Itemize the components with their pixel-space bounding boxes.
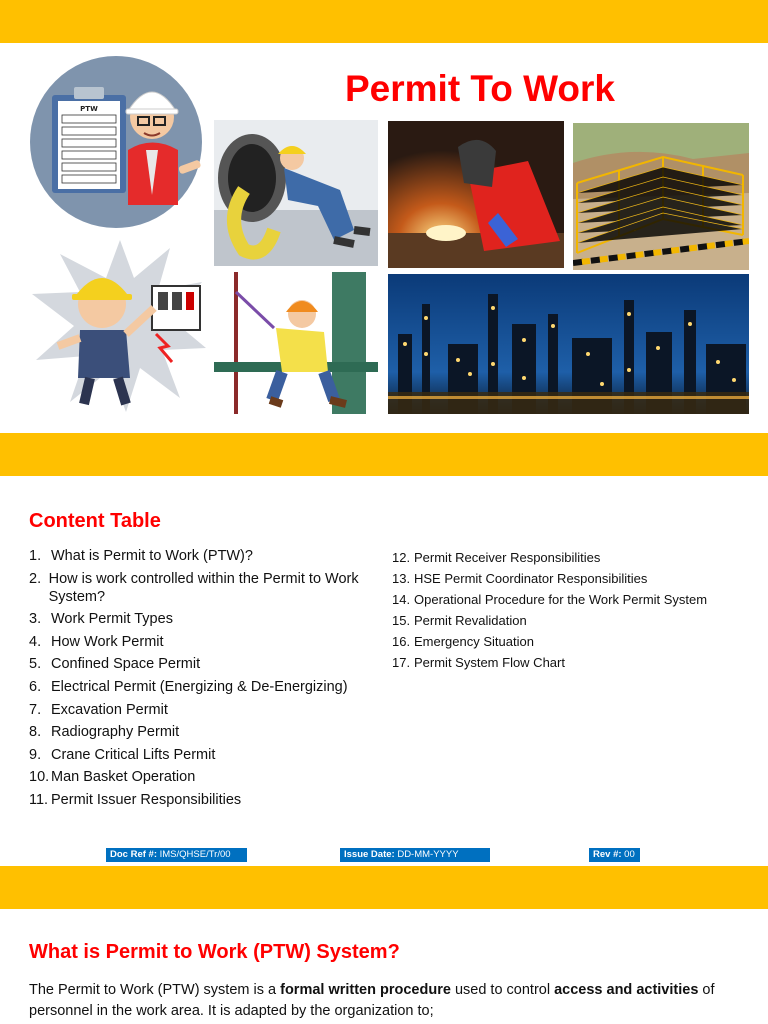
refinery-night-photo — [388, 274, 749, 414]
toc-item-text: Excavation Permit — [51, 701, 168, 718]
toc-item — [29, 610, 379, 628]
toc-item-number: 9. — [29, 746, 42, 763]
toc-item-text: Permit Revalidation — [414, 612, 527, 628]
toc-item-text: Confined Space Permit — [51, 656, 201, 673]
para-bold-1: formal written procedure — [280, 982, 451, 998]
toc-item — [29, 746, 379, 764]
content-table-heading: Content Table — [29, 510, 161, 532]
para-text-2: used to control — [450, 982, 555, 998]
middle-yellow-band — [0, 433, 768, 476]
toc-item — [29, 678, 379, 696]
toc-item — [29, 701, 379, 719]
toc-item-text: Man Basket Operation — [51, 769, 196, 786]
toc-item-text: Work Permit Types — [51, 611, 173, 628]
ptw-clipboard-illustration — [28, 55, 204, 229]
toc-item-number: 10. — [29, 769, 50, 786]
toc-item — [29, 547, 379, 565]
toc-item — [29, 723, 379, 741]
confined-space-illustration — [214, 120, 378, 266]
toc-item-text: Operational Procedure for the Work Permit System — [414, 591, 708, 607]
toc-item-text: How is work controlled within the Permit to Work System? — [48, 570, 359, 605]
toc-item — [392, 569, 762, 590]
revision-box — [589, 848, 640, 862]
toc-item — [29, 633, 379, 651]
toc-item-number: 11. — [29, 791, 49, 808]
toc-item-text: Crane Critical Lifts Permit — [51, 746, 216, 763]
toc-item — [392, 590, 762, 611]
toc-item-text: What is Permit to Work (PTW)? — [51, 548, 253, 564]
para-bold-2: access and activities — [554, 982, 699, 998]
excavation-barrier-photo — [573, 123, 749, 270]
toc-item — [392, 632, 762, 653]
toc-item-number: 4. — [29, 633, 42, 650]
toc-item-number: 7. — [29, 701, 42, 718]
issue-date-box — [340, 848, 490, 862]
ptw-definition-paragraph — [29, 980, 749, 1022]
page-title: Permit To Work — [345, 68, 616, 109]
toc-item — [29, 655, 379, 673]
toc-item — [392, 548, 762, 569]
doc-ref-box — [106, 848, 247, 862]
toc-item-text: HSE Permit Coordinator Responsibilities — [414, 570, 648, 586]
top-yellow-band — [0, 0, 768, 43]
toc-item-text: How Work Permit — [51, 633, 164, 650]
toc-item-text: Emergency Situation — [414, 633, 534, 649]
toc-item-number: 15. — [392, 612, 411, 628]
para-text-3: of personnel in the work area. It is adapted by the organization to; — [29, 982, 715, 1019]
toc-item — [29, 768, 379, 786]
toc-item-text: Permit Receiver Responsibilities — [414, 550, 601, 565]
toc-item-number: 17. — [392, 654, 411, 670]
doc-ref-value: IMS/QHSE/Tr/00 — [159, 849, 231, 860]
toc-item — [392, 611, 762, 632]
toc-item-number: 12. — [392, 550, 411, 565]
hot-work-welding-photo — [388, 121, 564, 268]
toc-item-text: Permit System Flow Chart — [414, 654, 565, 670]
revision-label: Rev #: — [593, 849, 622, 860]
toc-left-column — [29, 547, 379, 814]
doc-ref-label: Doc Ref #: — [110, 849, 157, 860]
toc-item-number: 16. — [392, 633, 411, 649]
toc-item-number: 2. — [29, 570, 42, 587]
toc-item — [29, 570, 379, 606]
electrical-hazard-illustration — [30, 238, 208, 414]
toc-item-text: Radiography Permit — [51, 724, 180, 741]
lower-yellow-band — [0, 866, 768, 909]
issue-date-label: Issue Date: — [344, 849, 395, 860]
toc-item — [29, 791, 379, 809]
clipboard-ptw-text: PTW — [80, 105, 98, 113]
toc-item — [392, 653, 762, 674]
toc-item-number: 13. — [392, 570, 411, 586]
toc-item-text: Electrical Permit (Energizing & De-Energizing) — [51, 678, 348, 695]
toc-item-number: 5. — [29, 656, 42, 673]
toc-item-number: 8. — [29, 724, 42, 741]
toc-right-column — [392, 548, 762, 673]
toc-item-number: 6. — [29, 678, 42, 695]
para-text-1: The Permit to Work (PTW) system is a — [29, 982, 281, 998]
toc-item-number: 14. — [392, 591, 411, 607]
ptw-section-heading: What is Permit to Work (PTW) System? — [29, 941, 400, 963]
toc-item-number: 1. — [29, 548, 42, 564]
toc-item-number: 3. — [29, 611, 42, 628]
toc-item-text: Permit Issuer Responsibilities — [51, 791, 242, 808]
issue-date-value: DD-MM-YYYY — [397, 849, 459, 860]
working-at-height-illustration — [214, 272, 378, 414]
revision-value: 00 — [624, 849, 635, 860]
